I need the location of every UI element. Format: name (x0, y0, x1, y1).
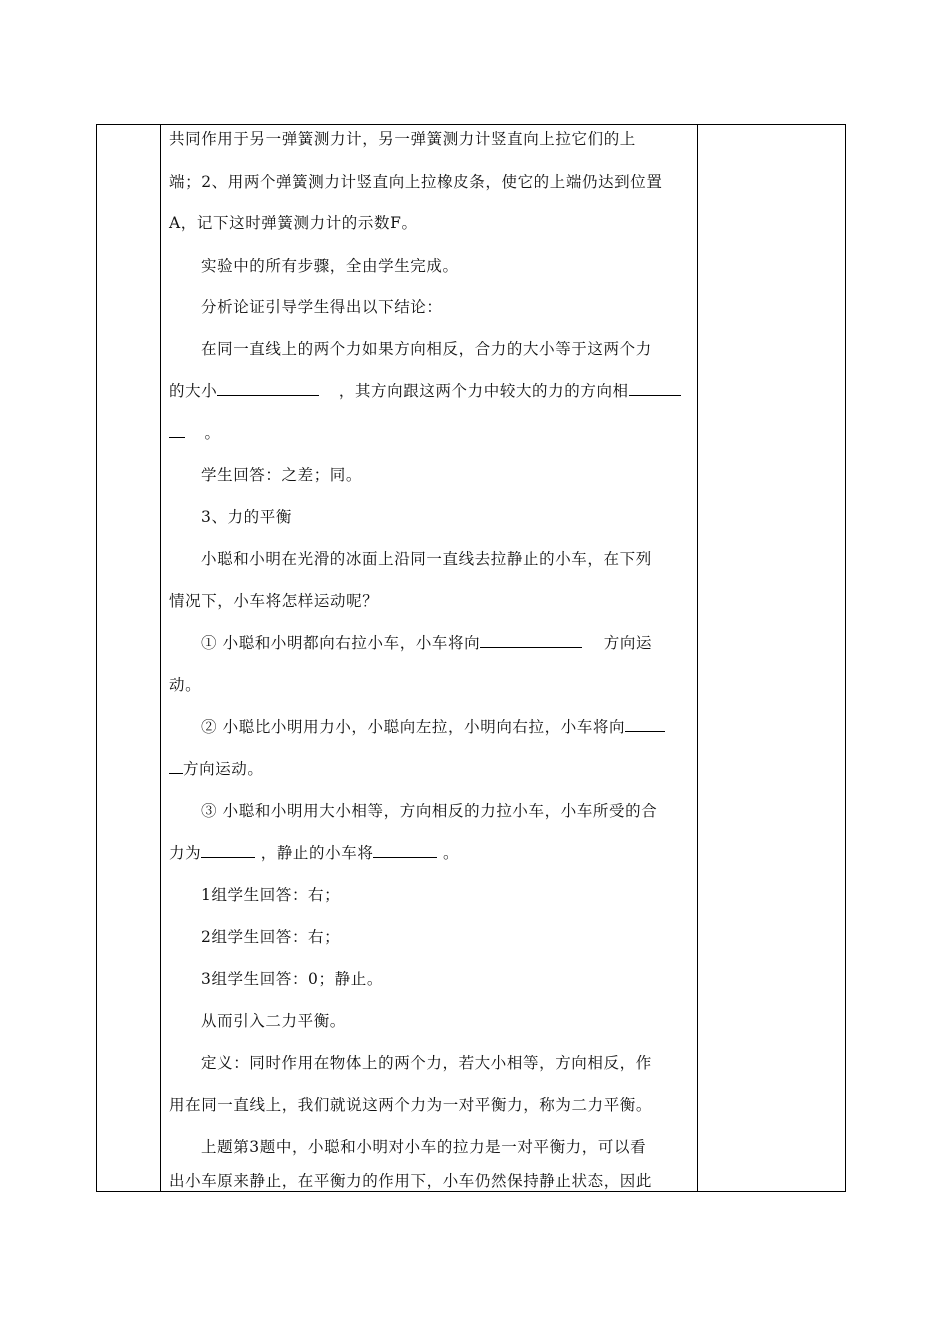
fill-blank (373, 843, 437, 858)
text-segment: 的大小 (169, 382, 218, 400)
text-line (201, 633, 691, 653)
text-line: 学生回答：之差；同。 (201, 466, 363, 484)
text-line: 分析论证引导学生得出以下结论： (201, 298, 443, 316)
fill-blank (480, 633, 582, 648)
text-segment: 。 (204, 424, 221, 442)
answer-line: 2组学生回答：右； (201, 928, 341, 946)
text-line: ③ 小聪和小明用大小相等，方向相反的力拉小车，小车所受的合 (201, 802, 658, 820)
text-line: 小聪和小明在光滑的冰面上沿同一直线去拉静止的小车，在下列 (201, 550, 652, 568)
text-segment: 。 (442, 844, 460, 862)
right-column (697, 125, 845, 1191)
fill-blank (217, 381, 319, 396)
content-column (161, 125, 699, 1191)
lesson-table (96, 124, 846, 1192)
fill-blank (629, 381, 681, 396)
fill-blank (201, 843, 255, 858)
text-line: 情况下，小车将怎样运动呢？ (169, 592, 379, 610)
text-line (169, 423, 691, 443)
answer-line: 3组学生回答：0；静止。 (201, 970, 383, 988)
text-segment: 方向运 (603, 634, 653, 652)
text-segment: ，其方向跟这两个力中较大的力的方向相 (338, 382, 629, 400)
fill-blank (169, 759, 183, 774)
text-line: 从而引入二力平衡。 (201, 1012, 346, 1030)
text-line (169, 843, 691, 863)
text-segment: ，静止的小车将 (260, 844, 374, 862)
text-segment: 力为 (169, 844, 202, 862)
text-line: 出小车原来静止，在平衡力的作用下，小车仍然保持静止状态，因此 (169, 1172, 653, 1190)
answer-line: 1组学生回答：右； (201, 886, 341, 904)
fill-blank (169, 423, 185, 438)
text-segment: 方向运动。 (183, 760, 264, 778)
fill-blank (625, 717, 665, 732)
text-line (201, 717, 691, 737)
section-heading: 3、力的平衡 (201, 508, 292, 526)
left-column (97, 125, 161, 1191)
text-line: 上题第3题中，小聪和小明对小车的拉力是一对平衡力，可以看 (201, 1138, 647, 1156)
text-line (169, 381, 691, 401)
text-line: 端；2、用两个弹簧测力计竖直向上拉橡皮条，使它的上端仍达到位置 (169, 173, 663, 191)
text-line (169, 759, 691, 779)
definition-line: 定义：同时作用在物体上的两个力，若大小相等，方向相反，作 (201, 1054, 652, 1072)
text-line: 动。 (169, 676, 202, 694)
text-line: 在同一直线上的两个力如果方向相反，合力的大小等于这两个力 (201, 340, 652, 358)
text-line: A，记下这时弹簧测力计的示数F。 (169, 214, 418, 232)
definition-line: 用在同一直线上，我们就说这两个力为一对平衡力，称为二力平衡。 (169, 1096, 653, 1114)
text-line: 实验中的所有步骤，全由学生完成。 (201, 257, 459, 275)
text-line: 共同作用于另一弹簧测力计，另一弹簧测力计竖直向上拉它们的上 (169, 130, 636, 148)
text-segment: ① 小聪和小明都向右拉小车，小车将向 (201, 634, 481, 652)
text-segment: ② 小聪比小明用力小，小聪向左拉，小明向右拉，小车将向 (201, 718, 626, 736)
